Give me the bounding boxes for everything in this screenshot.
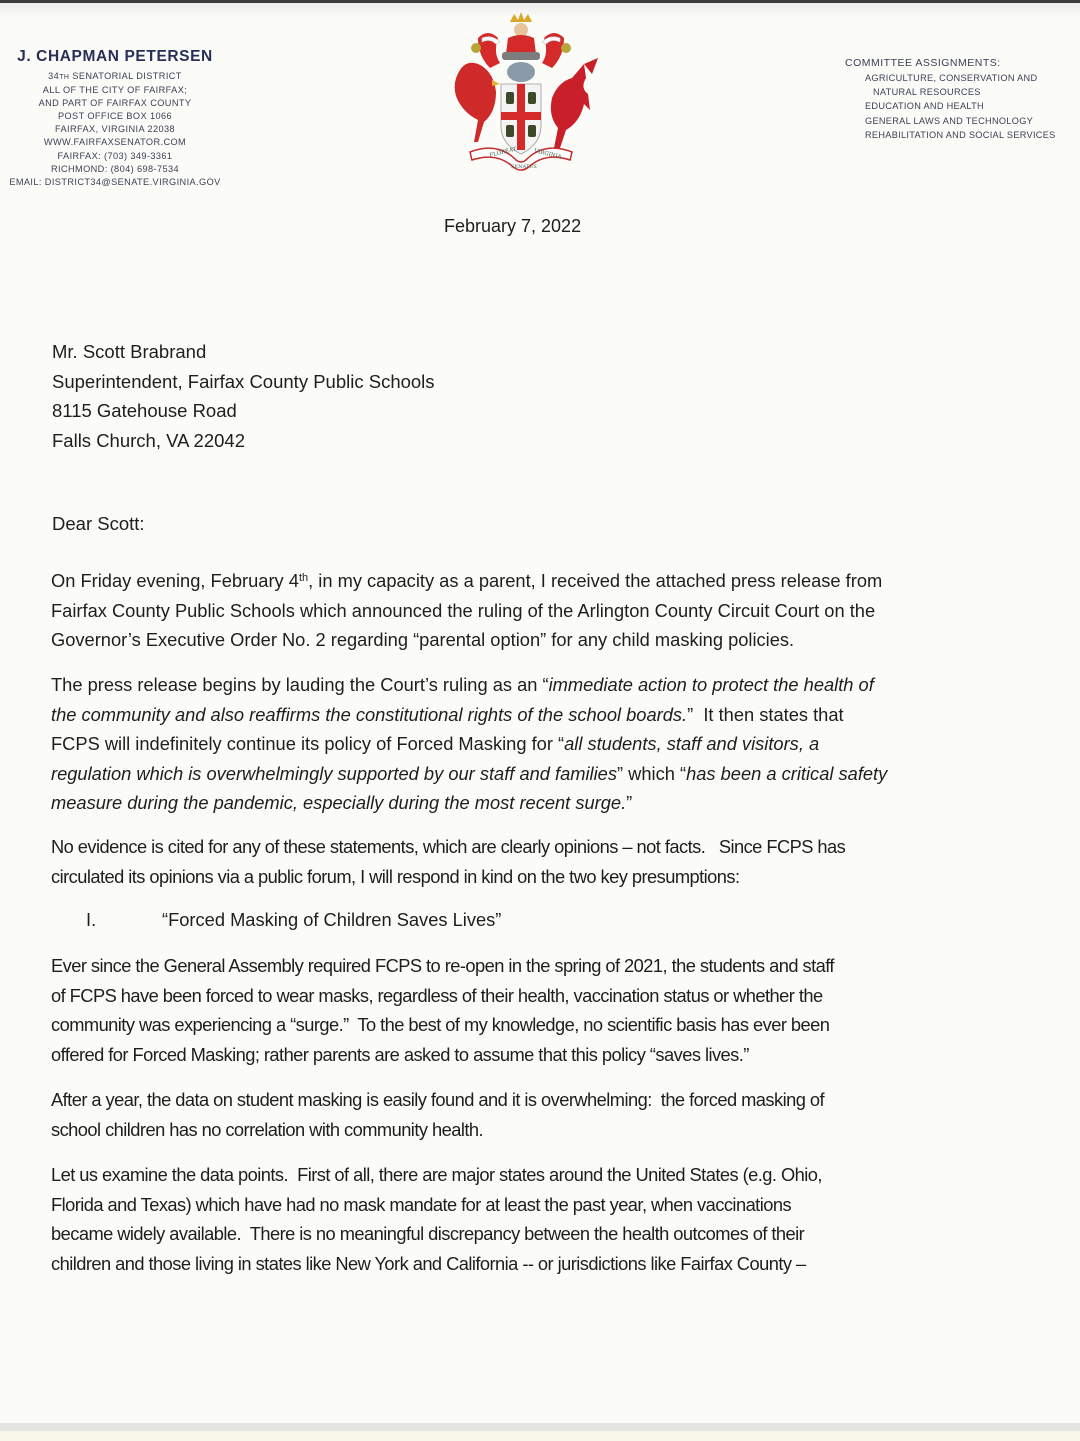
seal-figure-head: [514, 23, 528, 37]
recipient-city: Falls Church, VA 22042: [52, 429, 245, 451]
seal-wreath: [502, 52, 540, 60]
quoted-text: regulation which is overwhelmingly supported by our staff and families: [51, 762, 617, 784]
text-run: The press release begins by lauding the Court’s ruling as an “: [51, 674, 549, 695]
paragraph-line: children and those living in states like New York and California -- or jurisdictions like Fairfax County –: [51, 1252, 806, 1274]
district-coverage-county: AND PART OF FAIRFAX COUNTY: [38, 98, 192, 109]
paragraph-line: Fairfax County Public Schools which announced the ruling of the Arlington County Circuit Court on the: [51, 599, 876, 621]
committee-rehabilitation: REHABILITATION AND SOCIAL SERVICES: [865, 129, 1056, 140]
text-run: ”: [626, 792, 633, 813]
ordinal-suffix: th: [298, 572, 309, 584]
paragraph-line: Let us examine the data points. First of all, there are major states around the United States (e.g. Ohio,: [51, 1164, 822, 1185]
district-number: 34: [48, 71, 60, 81]
district-coverage-city: ALL OF THE CITY OF FAIRFAX;: [42, 85, 188, 96]
paragraph-line: circulated its opinions via a public forum, I will respond in kind on the two key presumptions:: [51, 865, 740, 887]
heading-text: “Forced Masking of Children Saves Lives”: [162, 909, 502, 930]
recipient-title: Superintendent, Fairfax County Public Schools: [52, 370, 435, 392]
paragraph-5: [51, 1085, 824, 1144]
committee-agriculture-continued: NATURAL RESOURCES: [873, 87, 981, 98]
quoted-text: immediate action to protect the health of: [548, 674, 874, 695]
numbered-heading: [86, 909, 501, 931]
committee-assignments-title: COMMITTEE ASSIGNMENTS:: [845, 57, 1001, 69]
text-run: On Friday evening, February 4: [51, 570, 299, 591]
seal-quarter-3: [506, 125, 514, 137]
email: EMAIL: DISTRICT34@SENATE.VIRGINIA.GOV: [9, 176, 221, 187]
senatorial-district: [0, 70, 260, 84]
paragraph-line: of FCPS have been forced to wear masks, regardless of their health, vaccination status or whether the: [51, 984, 823, 1006]
salutation: Dear Scott:: [52, 513, 145, 534]
paragraph-line: school children has no correlation with community health.: [51, 1118, 484, 1140]
seal-motto-3: SENATUS: [511, 164, 537, 170]
paragraph-line: Florida and Texas) which have had no mask mandate for at least the past year, when vaccinations: [51, 1193, 792, 1215]
seal-ornament-right: [561, 43, 571, 53]
next-page-edge: [0, 1431, 1080, 1441]
recipient-name: Mr. Scott Brabrand: [52, 341, 207, 362]
letter-date: February 7, 2022: [444, 216, 582, 236]
seal-quarter-4: [528, 125, 536, 137]
paragraph-line: [51, 700, 887, 730]
seal-quarter-1: [506, 92, 514, 104]
committee-education: EDUCATION AND HEALTH: [865, 101, 984, 112]
seal-cardinal-beak: [492, 80, 500, 86]
text-run: ” It then states that: [687, 703, 844, 725]
paragraph-4: [51, 951, 834, 1069]
paragraph-line: Ever since the General Assembly required FCPS to re-open in the spring of 2021, the students and staff: [51, 955, 834, 976]
richmond-phone: RICHMOND: (804) 698-7534: [50, 163, 180, 174]
seal-cardinal: [455, 63, 496, 142]
quoted-text: the community and also reaffirms the constitutional rights of the school boards.: [51, 703, 688, 725]
paragraph-line: community was experiencing a “surge.” To the best of my knowledge, no scientific basis has ever been: [51, 1014, 830, 1035]
recipient-street: 8115 Gatehouse Road: [52, 400, 237, 421]
paragraph-line: [51, 759, 887, 789]
district-suffix: TH: [59, 74, 70, 81]
quoted-text: measure during the pandemic, especially during the most recent surge.: [51, 792, 627, 813]
website: WWW.FAIRFAXSENATOR.COM: [43, 137, 187, 148]
paragraph-line: became widely available. There is no meaningful discrepancy between the health outcomes of their: [51, 1223, 805, 1244]
committee-assignments-block: [845, 57, 1080, 142]
paragraph-2: [51, 670, 887, 818]
quoted-text: all students, staff and visitors, a: [564, 733, 820, 754]
seal-helmet: [507, 62, 535, 82]
seal-motto-1: FLOREAT: [489, 146, 518, 159]
po-box: POST OFFICE BOX 1066: [57, 111, 173, 122]
page-bottom-edge: [0, 1423, 1080, 1431]
paragraph-line: [51, 670, 887, 700]
committee-agriculture: AGRICULTURE, CONSERVATION AND: [865, 73, 1038, 83]
seal-quarter-2: [528, 92, 536, 104]
text-run: ” which “: [617, 762, 687, 784]
text-run: , in my capacity as a parent, I received the attached press release from: [308, 570, 883, 591]
text-run: FCPS will indefinitely continue its policy of Forced Masking for “: [51, 733, 565, 754]
letterhead-sender-block: [0, 48, 260, 189]
seal-dragon-wing: [584, 58, 598, 74]
heading-number: I.: [86, 909, 97, 930]
quoted-text: has been a critical safety: [686, 762, 888, 784]
seal-figure-robe: [506, 35, 536, 54]
senator-name: J. CHAPMAN PETERSEN: [17, 48, 213, 65]
paragraph-line: Governor’s Executive Order No. 2 regarding “parental option” for any child masking policies.: [51, 629, 795, 650]
senate-seal-icon: [438, 8, 603, 173]
seal-ornament-left: [471, 43, 481, 53]
district-label: SENATORIAL DISTRICT: [69, 71, 182, 81]
committee-general-laws: GENERAL LAWS AND TECHNOLOGY: [865, 115, 1034, 126]
seal-cross-horizontal: [501, 112, 541, 120]
seal-crown: [510, 12, 532, 22]
fairfax-phone: FAIRFAX: (703) 349-3361: [57, 150, 173, 161]
paragraph-line: After a year, the data on student masking is easily found and it is overwhelming: the forced masking of: [51, 1089, 825, 1110]
paragraph-line: offered for Forced Masking; rather parents are asked to assume that this policy “saves lives.”: [51, 1043, 749, 1065]
paragraph-6: [51, 1160, 822, 1278]
city-state-zip: FAIRFAX, VIRGINIA 22038: [54, 124, 175, 135]
paragraph-3: [51, 832, 845, 891]
paragraph-line: [51, 788, 887, 818]
paragraph-1: [51, 566, 882, 655]
paragraph-line: [51, 729, 887, 759]
seal-dragon: [551, 64, 590, 148]
recipient-address: [52, 337, 435, 455]
seal-motto-2: VIRGINIA: [533, 148, 562, 161]
paragraph-line: No evidence is cited for any of these statements, which are clearly opinions – not facts. Since FCPS has: [51, 836, 846, 857]
paragraph-line: [51, 566, 882, 596]
